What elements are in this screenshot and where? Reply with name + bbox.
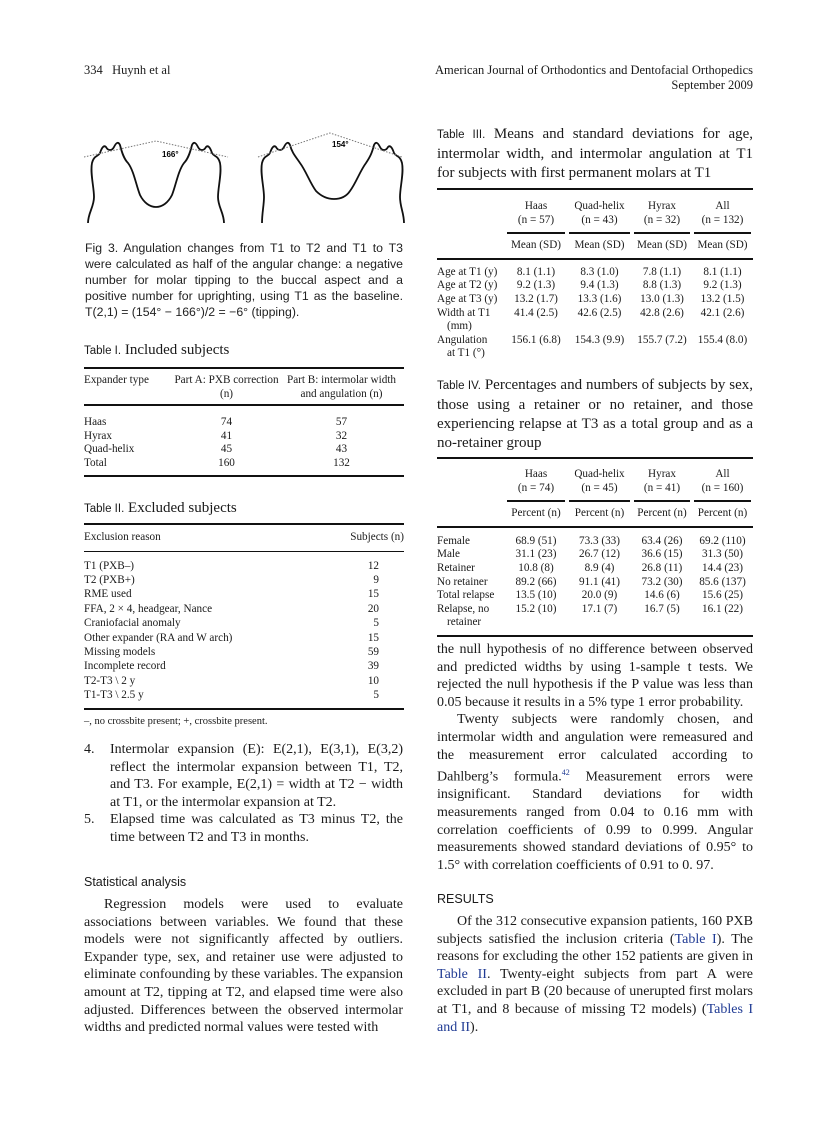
angle-label-left: 166° — [162, 150, 179, 159]
section-heading-results: RESULTS — [437, 892, 494, 906]
table-4-header: Haas (n = 74) Quad-helix (n = 45) Hyrax (n = 41) All (n = 160) Percent (n) Percent (n) Percent (n) Percent (n) — [437, 468, 753, 521]
tables-1-2-link[interactable]: Tables I and II — [437, 1001, 753, 1035]
table-row: Age at T2 (y) 9.2 (1.3) 9.4 (1.3) 8.8 (1.3) 9.2 (1.3) — [437, 279, 742, 292]
table-row: Age at T1 (y) 8.1 (1.1) 8.3 (1.0) 7.8 (1.1) 8.1 (1.1) — [437, 265, 742, 278]
table-row: Total 160 132 — [84, 456, 350, 469]
table-4-body — [437, 535, 753, 630]
table-3-body — [437, 266, 753, 361]
table-2-link[interactable]: Table II — [437, 966, 487, 982]
table-row: Relapse, no retainer 15.2 (10) 17.1 (7) 16.7 (5) 16.1 (22) — [437, 602, 743, 629]
table-1-link[interactable]: Table I — [674, 931, 717, 947]
table-row: Haas 74 57 — [84, 416, 348, 429]
table-row: Other expander (RA and W arch) 15 — [84, 631, 379, 644]
table-2-footnote: –, no crossbite present; +, crossbite present. — [84, 715, 268, 727]
results-paragraph: Of the 312 consecutive expansion patients, 160 PXB subjects satisfied the inclusion criteria (Table I). The reasons for excluding the other 152 patients are given in Table II. Twenty-eight subjects from part A were excluded in part B (20 because of unerupted first molars at T1, and 8 because of missing T2 models) (Tables I and II). — [437, 914, 753, 1035]
table-2 — [84, 499, 404, 727]
table-2-header — [84, 531, 404, 545]
table-row: T1-T3 \ 2.5 y 5 — [84, 689, 379, 702]
table-row: Hyrax 41 32 — [84, 429, 348, 442]
table-2-title: Table II. Excluded subjects — [84, 500, 237, 516]
table-3-title: Table III. Means and standard deviations for age, intermolar width, and intermolar angulation at T1 for subjects with first permanent molars at T1 — [437, 126, 754, 181]
table-4 — [437, 376, 753, 637]
figure-caption-text: Angulation changes from T1 to T2 and T1 to T3 were calculated as half of the angular change: a negative number for molar tipping to the buccal aspect and a positive number for uprighting, using T1 as the baseline. T(2,1) = (154° − 166°)/2 = −6° (tipping). — [85, 241, 403, 319]
table-header-row: Expander type Part A: PXB correction (n) Part B: intermolar width and angulation (n) — [84, 374, 397, 400]
paragraph: Twenty subjects were randomly chosen, and intermolar width and angulation were remeasured and the measurement error calculated according to Dahlberg’s formula.$^{42}$ Measurement errors were insignificant. Standard deviations for width measurements ranged from 0.04 to 0.16 mm with correlation coefficients of 0.99 to 0.999. Angular measurements showed standard deviations of 0.95° to 1.5° with correlation coefficients of 0.91 to 0. 97. — [437, 712, 753, 873]
running-header-right — [435, 63, 753, 93]
table-row: Male 31.1 (23) 26.7 (12) 36.6 (15) 31.3 (50) — [437, 548, 743, 561]
figure-3 — [84, 125, 414, 225]
table-1-grid — [84, 374, 404, 401]
section-heading-statistical-analysis: Statistical analysis — [84, 875, 187, 889]
table-1-label: Table I. — [84, 345, 122, 357]
table-row: Incomplete record 39 — [84, 660, 379, 673]
list-item: 5. Elapsed time was calculated as T3 minus T2, the time between T2 and T3 in months. — [84, 812, 403, 845]
table-1 — [84, 341, 404, 477]
table-row: Retainer 10.8 (8) 8.9 (4) 26.8 (11) 14.4 (23) — [437, 561, 743, 574]
paragraph: the null hypothesis of no difference between observed and predicted widths by using 1-sample t tests. We rejected the null hypothesis if the P value was less than 0.05 because it results in a 5% type 1 error probability. — [437, 642, 753, 710]
table-row: Female 68.9 (51) 73.3 (33) 63.4 (26) 69.2 (110) — [437, 534, 746, 547]
page-number: 334 — [84, 63, 103, 77]
table-3 — [437, 125, 753, 361]
table-row: T2 (PXB+) 9 — [84, 574, 379, 586]
table-row: Quad-helix 45 43 — [84, 443, 348, 456]
table-row: Width at T1 (mm) 41.4 (2.5) 42.6 (2.5) 42.8 (2.6) 42.1 (2.6) — [437, 306, 745, 333]
table-3-header: Haas (n = 57) Quad-helix (n = 43) Hyrax (n = 32) All (n = 132) Mean (SD) Mean (SD) Mean (SD) Mean (SD) — [437, 200, 753, 253]
stats-paragraph: Regression models were used to evaluate associations between variables. We found that these models were not significantly affected by outliers. Expander type, sex, and retainer use were adjusted to eliminate confounding by these variables. The expansion amount at T2, tipping at T2, and elapsed time were also adjusted. Differences between the observed intermolar widths and predicted normal values were tested with — [84, 897, 403, 1036]
table-1-title: Table I. Included subjects — [84, 342, 230, 358]
table-row: Total relapse 13.5 (10) 20.0 (9) 14.6 (6) 15.6 (25) — [437, 589, 743, 602]
methods-continued — [437, 641, 753, 874]
table-1-body — [84, 416, 404, 470]
running-header-left — [84, 63, 170, 78]
table-row: Craniofacial anomaly 5 — [84, 617, 379, 630]
table-2-body — [84, 559, 404, 703]
table-row: Age at T3 (y) 13.2 (1.7) 13.3 (1.6) 13.0 (1.3) 13.2 (1.5) — [437, 292, 745, 305]
table-4-label: Table IV. — [437, 380, 481, 392]
table-row: RME used 15 — [84, 588, 379, 601]
table-4-title: Table IV. Percentages and numbers of subjects by sex, those using a retainer or no retainer, and those experiencing relapse at T3 as a total group and as a no-retainer group — [437, 377, 754, 451]
molar-diagram-icon — [84, 125, 414, 225]
reference-link[interactable]: 42 — [561, 768, 570, 778]
table-row: Missing models 59 — [84, 646, 379, 659]
table-row: T1 (PXB–) 12 — [84, 559, 379, 572]
table-header-row: Exclusion reason Subjects (n) — [84, 531, 404, 543]
table-row: Angulation at T1 (°) 156.1 (6.8) 154.3 (9.9) 155.7 (7.2) 155.4 (8.0) — [437, 333, 748, 360]
angle-label-right: 154° — [332, 140, 349, 149]
table-2-label: Table II. — [84, 503, 125, 515]
table-row: FFA, 2 × 4, headgear, Nance 20 — [84, 602, 379, 615]
authors: Huynh et al — [112, 63, 171, 77]
figure-caption-label: Fig 3. — [85, 241, 119, 255]
figure-caption — [85, 240, 403, 320]
numbered-list — [84, 741, 403, 847]
table-3-label: Table III. — [437, 129, 486, 141]
table-row: No retainer 89.2 (66) 91.1 (41) 73.2 (30) 85.6 (137) — [437, 575, 746, 588]
journal-name: American Journal of Orthodontics and Dentofacial Orthopedics — [435, 63, 753, 77]
issue-date: September 2009 — [671, 78, 753, 92]
list-item: 4. Intermolar expansion (E): E(2,1), E(3,1), E(3,2) reflect the intermolar expansion between T1, T2, and T3. For example, E(2,1) = width at T2 − width at T1, or the intermolar expansion at T2. — [84, 742, 403, 810]
table-row: T2-T3 \ 2 y 10 — [84, 674, 379, 687]
